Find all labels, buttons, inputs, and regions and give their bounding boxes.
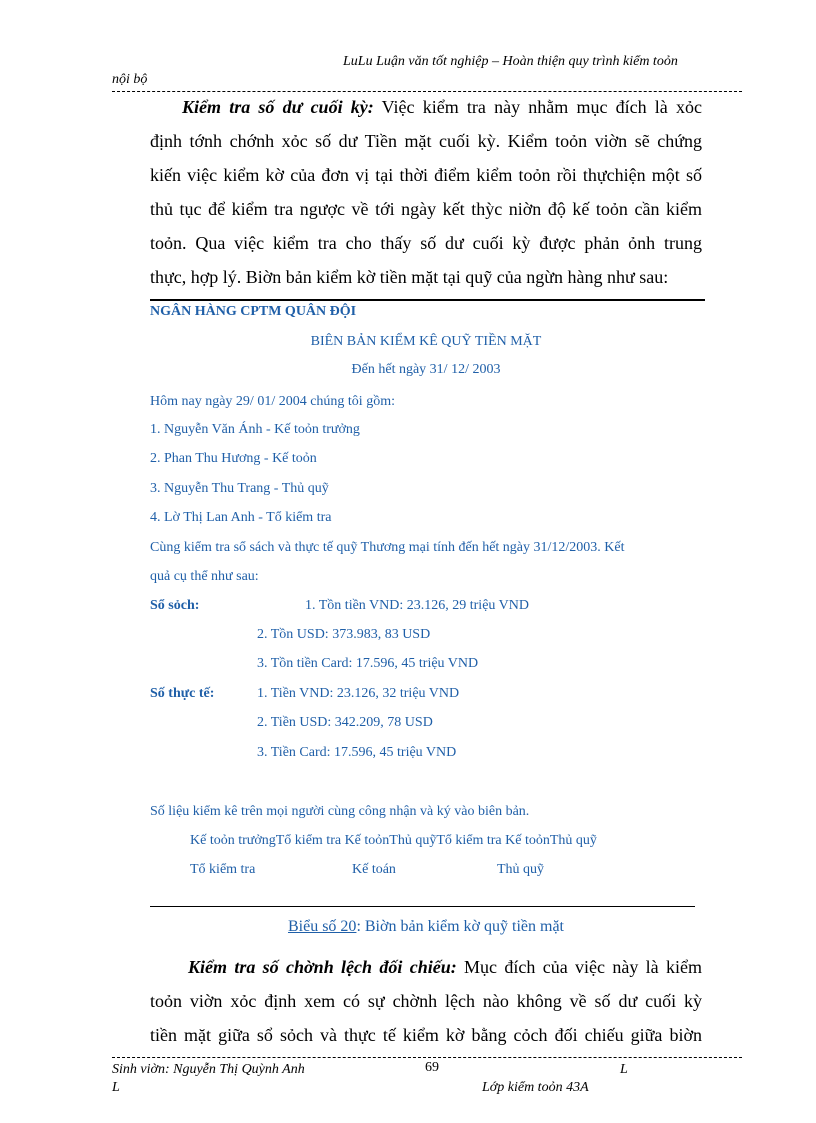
- member-item: 2. Phan Thu Hương - Kế toỏn: [150, 451, 317, 466]
- books-item: 2. Tồn USD: 373.983, 83 USD: [257, 627, 431, 642]
- member-item: 4. Lờ Thị Lan Anh - Tổ kiểm tra: [150, 510, 332, 525]
- agreement-text: Số liệu kiểm kê trên mọi người cùng công nhận và ký vào biên bản.: [150, 804, 530, 819]
- intro-line: thủ tục để kiểm tra ngược về tới ngày kết thỳc niờn độ kế toỏn cần kiểm: [150, 199, 702, 219]
- header-title: LuLu Luận văn tốt nghiệp – Hoàn thiện quy trình kiểm toỏn: [343, 54, 678, 69]
- header-subtitle: nội bộ: [112, 72, 148, 87]
- minutes-opening: Hôm nay ngày 29/ 01/ 2004 chúng tôi gồm:: [150, 394, 395, 409]
- outro-lead: Kiểm tra số chờnh lệch đối chiếu:: [188, 957, 457, 977]
- footer-mark-right: L: [620, 1062, 628, 1077]
- books-item: 1. Tồn tiền VND: 23.126, 29 triệu VND: [305, 598, 529, 613]
- actual-item: 2. Tiền USD: 342.209, 78 USD: [257, 715, 433, 730]
- check-line: Cùng kiểm tra sổ sách và thực tế quỹ Thương mại tính đến hết ngày 31/12/2003. Kết: [150, 540, 625, 555]
- check-line: quả cụ thể như sau:: [150, 569, 259, 584]
- outro-paragraph: [150, 950, 702, 1052]
- intro-line: Việc kiểm tra này nhằm mục đích là xỏc: [373, 97, 702, 117]
- footer-class: Lớp kiểm toỏn 43A: [482, 1080, 589, 1095]
- actual-item: 3. Tiền Card: 17.596, 45 triệu VND: [257, 745, 457, 760]
- intro-line: kiến việc kiểm kờ của đơn vị tại thời điểm kiểm toỏn rồi thựchiện một số: [150, 165, 702, 185]
- signature-label: Thủ quỹ: [497, 862, 545, 877]
- intro-line: toỏn. Qua việc kiểm tra cho thấy số dư cuối kỳ được phản ỏnh trung: [150, 233, 702, 253]
- outro-line: toỏn viờn xỏc định xem có sự chờnh lệch nào không về số dư cuối kỳ: [150, 991, 702, 1011]
- figure-caption: [150, 918, 702, 936]
- caption-label: Biểu số 20: [287, 918, 357, 935]
- minutes-top-rule: [150, 299, 705, 301]
- actual-item: 1. Tiền VND: 23.126, 32 triệu VND: [257, 686, 460, 701]
- member-item: 3. Nguyễn Thu Trang - Thủ quỹ: [150, 481, 329, 496]
- caption-text: : Biờn bản kiểm kờ quỹ tiền mặt: [356, 918, 564, 935]
- bank-name: NGÂN HÀNG CPTM QUÂN ĐỘI: [150, 304, 357, 319]
- intro-line: thực, hợp lý. Biờn bản kiểm kờ tiền mặt tại quỹ của ngừn hàng như sau:: [150, 267, 669, 287]
- books-label: Sổ sỏch:: [150, 598, 200, 613]
- footer-rule: [112, 1057, 742, 1058]
- signers-row: Kế toỏn trưởngTổ kiểm tra Kế toỏnThủ quỹTổ kiểm tra Kế toỏnThủ quỹ: [190, 833, 597, 848]
- outro-line: tiền mặt giữa sổ sỏch và thực tế kiểm kờ bằng cỏch đối chiếu giữa biờn: [150, 1025, 702, 1045]
- signature-label: Tổ kiểm tra: [190, 862, 256, 877]
- books-item: 3. Tồn tiền Card: 17.596, 45 triệu VND: [257, 656, 479, 671]
- member-item: 1. Nguyễn Văn Ánh - Kế toỏn trưởng: [150, 422, 360, 437]
- actual-label: Số thực tế:: [150, 686, 215, 701]
- intro-line: định tớnh chớnh xỏc số dư Tiền mặt cuối kỳ. Kiểm toỏn viờn sẽ chứng: [150, 131, 702, 151]
- footer-mark-left: L: [112, 1080, 120, 1095]
- minutes-subtitle: Đến hết ngày 31/ 12/ 2003: [351, 362, 501, 377]
- page-number: 69: [425, 1060, 439, 1075]
- footer-author: Sinh viờn: Nguyễn Thị Quỳnh Anh: [112, 1062, 305, 1077]
- minutes-bottom-rule: [150, 906, 695, 907]
- intro-paragraph: [150, 90, 702, 294]
- outro-line: Mục đích của việc này là kiểm: [456, 957, 702, 977]
- minutes-title: BIÊN BẢN KIỂM KÊ QUỸ TIỀN MẶT: [310, 334, 542, 349]
- signature-label: Kế toán: [352, 862, 396, 877]
- intro-lead: Kiểm tra số dư cuối kỳ:: [182, 97, 374, 117]
